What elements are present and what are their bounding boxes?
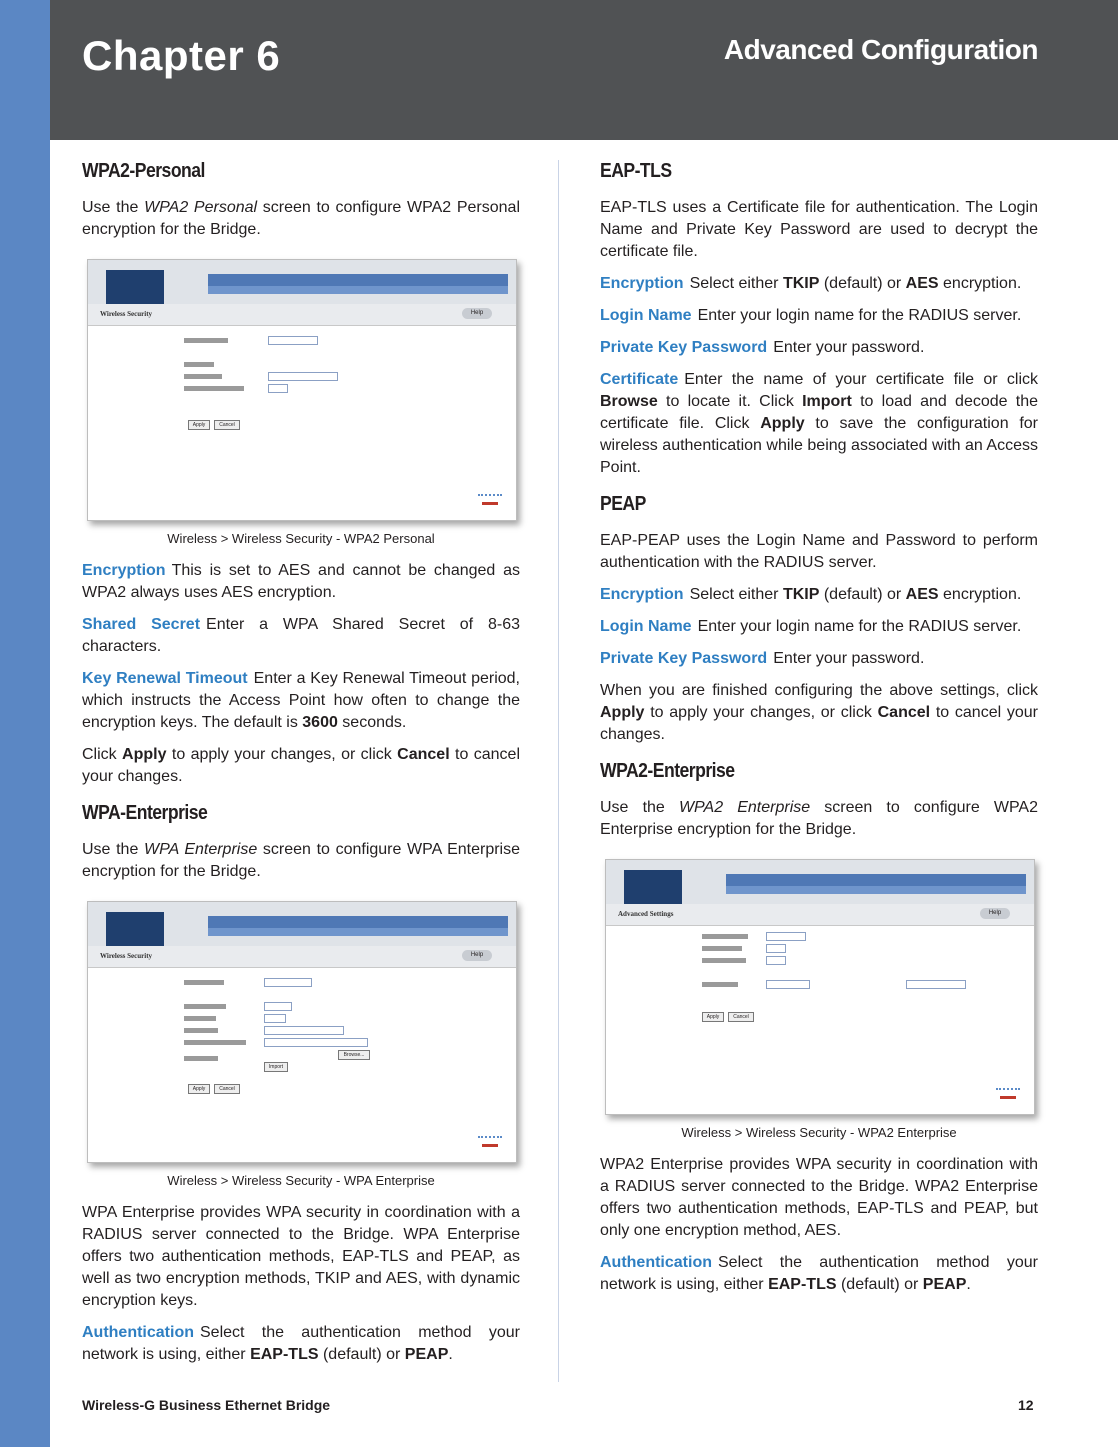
screenshot-wpa2-personal: Wireless Security Help Apply Cancel xyxy=(87,259,517,521)
heading-wpa2-enterprise: WPA2-Enterprise xyxy=(600,760,735,782)
finish-note: When you are finished configuring the above settings, click Apply to apply your changes, or click Cancel to cancel your changes. xyxy=(600,682,1039,743)
eap-tls-certificate: Certificate Enter the name of your certificate file or click Browse to locate it. Click Import to load and decode the certificate file. Click Apply to save the configuration for wireless authentication while being associated with an Access Point. xyxy=(600,371,1039,476)
screenshot-wpa2-enterprise: Advanced Settings Help Apply Cancel xyxy=(605,859,1035,1115)
side-strip xyxy=(0,0,50,1447)
eap-tls-description: EAP-TLS uses a Certificate file for authentication. The Login Name and Private Key Password are used to decrypt the certificate file. xyxy=(600,199,1038,260)
wpa2-personal-intro: Use the WPA2 Personal screen to configure WPA2 Personal encryption for the Bridge. xyxy=(82,199,521,238)
linksys-logo xyxy=(106,270,164,304)
wpa2-enterprise-intro: Use the WPA2 Enterprise screen to configure WPA2 Enterprise encryption for the Bridge. xyxy=(600,799,1038,838)
cisco-logo xyxy=(996,1088,1020,1100)
wpa2-enterprise-description: WPA2 Enterprise provides WPA security in coordination with a RADIUS server connected to the Bridge. WPA2 Enterprise offers two authentication methods, EAP-TLS and PEAP, but only one encryption method, AES. xyxy=(600,1156,1038,1239)
footer-page-number: 12 xyxy=(1018,1397,1034,1413)
right-column xyxy=(600,160,1038,1306)
caption-wpa2-personal: Wireless > Wireless Security - WPA2 Personal xyxy=(167,531,435,546)
apply-cancel-note: Click Apply to apply your changes, or click Cancel to cancel your changes. xyxy=(82,746,520,785)
section-title: Advanced Configuration xyxy=(723,34,1038,65)
key-renewal-description: Key Renewal Timeout Enter a Key Renewal Timeout period, which instructs the Access Point how often to change the encryption keys. The default is 3600 seconds. xyxy=(82,670,520,731)
peap-encryption: Encryption Select either TKIP (default) or AES encryption. xyxy=(600,586,1022,603)
chapter-header xyxy=(50,0,1118,140)
eap-tls-encryption: Encryption Select either TKIP (default) or AES encryption. xyxy=(600,275,1022,292)
cisco-logo xyxy=(478,494,502,506)
chapter-title: Chapter 6 xyxy=(82,32,281,79)
shared-secret-description: Shared Secret Enter a WPA Shared Secret of 8-63 characters. xyxy=(82,616,521,655)
heading-wpa-enterprise: WPA-Enterprise xyxy=(82,802,208,824)
footer-product: Wireless-G Business Ethernet Bridge xyxy=(82,1397,331,1413)
peap-private-key: Private Key Password Enter your password. xyxy=(600,650,925,667)
column-divider xyxy=(558,160,559,1382)
left-column xyxy=(82,160,520,1376)
linksys-logo xyxy=(624,870,682,904)
caption-wpa2-enterprise: Wireless > Wireless Security - WPA2 Enterprise xyxy=(681,1125,957,1140)
eap-tls-private-key: Private Key Password Enter your password. xyxy=(600,339,925,356)
linksys-logo xyxy=(106,912,164,946)
eap-tls-login-name: Login Name Enter your login name for the RADIUS server. xyxy=(600,307,1022,324)
wpa-enterprise-intro: Use the WPA Enterprise screen to configure WPA Enterprise encryption for the Bridge. xyxy=(82,841,520,880)
heading-peap: PEAP xyxy=(600,493,646,515)
heading-eap-tls: EAP-TLS xyxy=(600,160,672,182)
authentication-description: Authentication Select the authentication method your network is using, either EAP-TLS (default) or PEAP. xyxy=(82,1324,520,1363)
caption-wpa-enterprise: Wireless > Wireless Security - WPA Enterprise xyxy=(167,1173,435,1188)
wpa-enterprise-description: WPA Enterprise provides WPA security in coordination with a RADIUS server connected to the Bridge. WPA Enterprise offers two authentication methods, EAP-TLS and PEAP, as well as two encryption methods, TKIP and AES, with dynamic encryption keys. xyxy=(82,1204,520,1309)
screenshot-wpa-enterprise: Wireless Security Help Browse... Import Apply Cancel xyxy=(87,901,517,1163)
peap-login-name: Login Name Enter your login name for the RADIUS server. xyxy=(600,618,1022,635)
peap-description: EAP-PEAP uses the Login Name and Password to perform authentication with the RADIUS server. xyxy=(600,532,1038,571)
encryption-description: Encryption This is set to AES and cannot be changed as WPA2 always uses AES encryption. xyxy=(82,562,520,601)
heading-wpa2-personal: WPA2-Personal xyxy=(82,160,205,182)
cisco-logo xyxy=(478,1136,502,1148)
wpa2-authentication-description: Authentication Select the authentication method your network is using, either EAP-TLS (default) or PEAP. xyxy=(600,1254,1038,1293)
